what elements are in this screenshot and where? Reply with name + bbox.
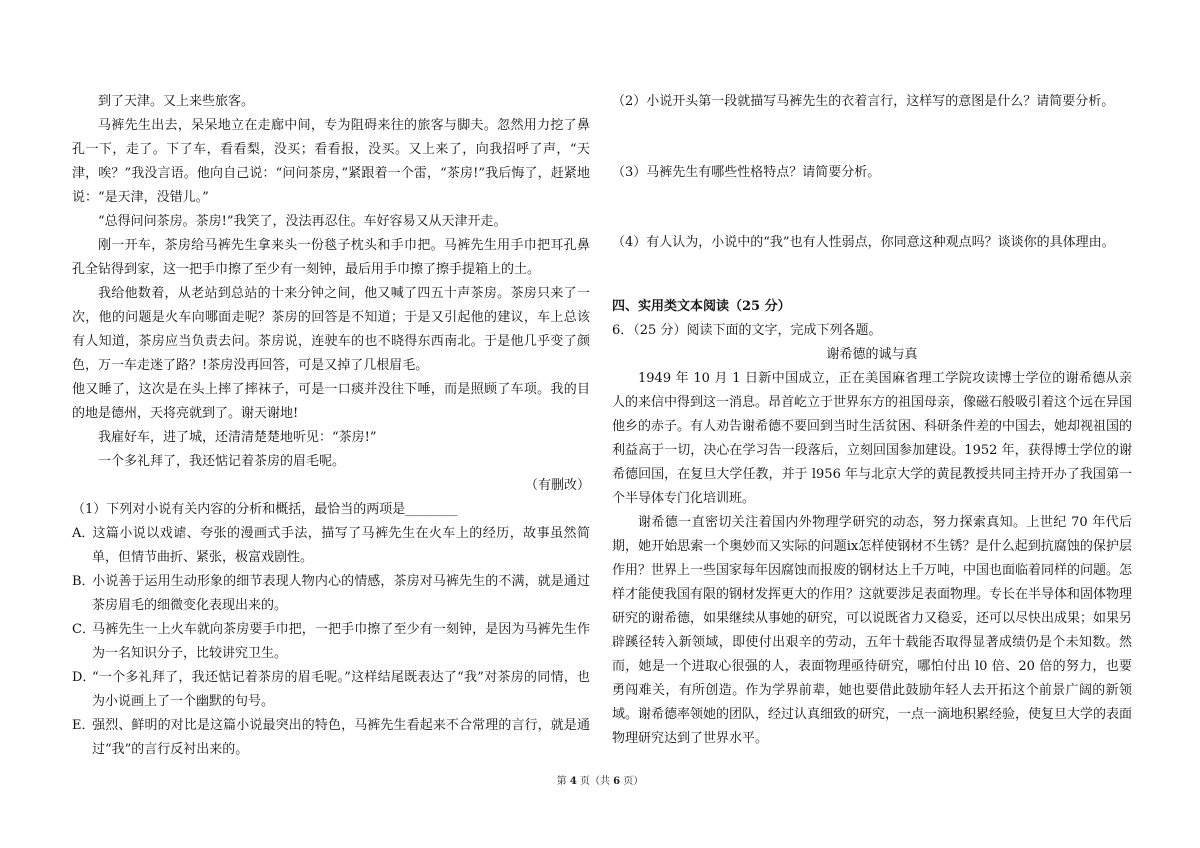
footer-text: 第 [556, 776, 570, 787]
source-note: （有删改） [524, 478, 590, 493]
answer-space [612, 114, 1132, 161]
question-1: （1）下列对小说有关内容的分析和概括，最恰当的两项是________ [72, 502, 458, 517]
answer-space [612, 185, 1132, 231]
option-c [72, 618, 590, 666]
footer-text: 页） [620, 776, 644, 787]
story-paragraph: 我雇好车，进了城，还清清楚楚地听见：“茶房!” [98, 430, 377, 445]
option-text: 这篇小说以戏谑、夸张的漫画式手法，描写了马裤先生在火车上的经历，故事虽然简单，但情节曲折、紧张，极富戏剧性。 [92, 526, 590, 565]
story-paragraph: 刚一开车，茶房给马裤先生拿来头一份毯子枕头和手巾把。马裤先生用手巾把耳孔鼻孔全钻得到家，这一把手巾擦了至少有一刻钟，最后用手巾擦了擦手提箱上的土。 [72, 238, 590, 277]
option-a [72, 522, 590, 570]
option-key: C． [72, 622, 95, 637]
left-column [72, 90, 590, 762]
option-key: B． [72, 574, 95, 589]
question-2: （2）小说开头第一段就描写马裤先生的衣着言行，这样写的意图是什么？请简要分析。 [612, 94, 1115, 109]
article-paragraph: 1949 年 10 月 1 日新中国成立，正在美国麻省理工学院攻读博士学位的谢希德从亲人的来信中得到这一消息。昂首屹立于世界东方的祖国母亲，像磁石般吸引着这个远在异国他乡的赤子。有人劝告谢希德不要回到当时生活贫困、科研条件差的中国去，她却视祖国的利益高于一切，决心在学习告一段落后，立刻回国参加建设。1952 年，获得博士学位的谢希德回国，在复旦大学任教，并于 l956 年与北京大学的黄昆教授共同主持开办了我国第一个半导体专门化培训班。 [612, 371, 1133, 506]
option-key: D． [72, 670, 96, 685]
question-6-intro: 6．（25 分）阅读下面的文字，完成下列各题。 [612, 323, 882, 338]
question-3: （3）马裤先生有哪些性格特点？请简要分析。 [612, 165, 881, 180]
option-text: “一个多礼拜了，我还惦记着茶房的眉毛呢。”这样结尾既表达了“我”对茶房的同情，也为小说画上了一个幽默的句号。 [92, 670, 590, 709]
question-4: （4）有人认为，小说中的“我”也有人性弱点，你同意这种观点吗？谈谈你的具体理由。 [612, 235, 1115, 250]
page-number: 4 [569, 776, 577, 787]
article-title: 谢希德的诚与真 [826, 347, 918, 362]
right-column [612, 90, 1132, 751]
answer-space [612, 255, 1132, 295]
story-paragraph: “总得问问茶房。茶房!”我笑了，没法再忍住。车好容易又从天津开走。 [98, 214, 507, 229]
story-paragraph: 到了天津。又上来些旅客。 [98, 94, 255, 109]
footer-text: 页（共 [576, 776, 614, 787]
article-paragraph: 谢希德一直密切关注着国内外物理学研究的动态，努力探索真知。上世纪 70 年代后期，她开始思索一个奥妙而又实际的问题ⅸ怎样使钢材不生锈？是什么起到抗腐蚀的保护层作用？世界上一些国家每年因腐蚀而报废的钢材达上千万吨，中国也面临着同样的问题。怎样才能使我国有限的钢材发挥更大的作用？这就要涉足表面物理。专长在半导体和固体物理研究的谢希德，如果继续从事她的研究，可以说既省力又稳妥，还可以尽快出成果；如果另辟蹊径转入新领域，即使付出艰辛的劳动，五年十载能否取得显著成绩仍是个未知数。然而，她是一个进取心很强的人，表面物理亟待研究，哪怕付出 l0 倍、20 倍的努力，也要勇闯难关，有所创造。作为学界前辈，她也要借此鼓励年轻人去开拓这个前景广阔的新领域。谢希德率领她的团队，经过认真细致的研究，一点一滴地积累经验，使复旦大学的表面物理研究达到了世界水平。 [612, 515, 1133, 746]
page-footer [0, 772, 1200, 787]
option-key: E． [72, 718, 95, 733]
option-key: A． [72, 526, 95, 541]
story-paragraph: 马裤先生出去，呆呆地立在走廊中间，专为阻碍来往的旅客与脚夫。忽然用力挖了鼻孔一下，走了。下了车，看看梨，没买；看看报，没买。又上来了，向我招呼了声，“天津，唉？”我没言语。他向自己说：“问问茶房，”紧跟着一个雷，“茶房!”我后悔了，赶紧地说：“是天津，没错儿。” [72, 118, 590, 205]
story-paragraph: 一个多礼拜了，我还惦记着茶房的眉毛呢。 [98, 454, 346, 469]
section-title: 四、实用类文本阅读（25 分） [612, 299, 791, 314]
story-paragraph: 我给他数着，从老站到总站的十来分钟之间，他又喊了四五十声茶房。茶房只来了一次，他的问题是火车向哪面走呢？茶房的回答是不知道；于是又引起他的建议，车上总该有人知道，茶房应当负责去问。茶房说，连驶车的也不晓得东西南北。于是他几乎变了颜色，万一车走迷了路？!茶房没再回答，可是又掉了几根眉毛。 [72, 286, 590, 373]
story-paragraph: 他又睡了，这次是在头上摔了摔袜子，可是一口痰并没往下唾，而是照顾了车项。我的目的地是德州，天将亮就到了。谢天谢地! [72, 382, 590, 421]
option-text: 马裤先生一上火车就向茶房要手巾把，一把手巾擦了至少有一刻钟，是因为马裤先生作为一名知识分子，比较讲究卫生。 [92, 622, 590, 661]
page-total: 6 [613, 776, 621, 787]
option-e [72, 714, 590, 762]
option-text: 强烈、鲜明的对比是这篇小说最突出的特色，马裤先生看起来不合常理的言行，就是通过“我”的言行反衬出来的。 [92, 718, 590, 757]
option-b [72, 570, 590, 618]
option-d [72, 666, 590, 714]
option-text: 小说善于运用生动形象的细节表现人物内心的情感，茶房对马裤先生的不满，就是通过茶房眉毛的细微变化表现出来的。 [92, 574, 590, 613]
